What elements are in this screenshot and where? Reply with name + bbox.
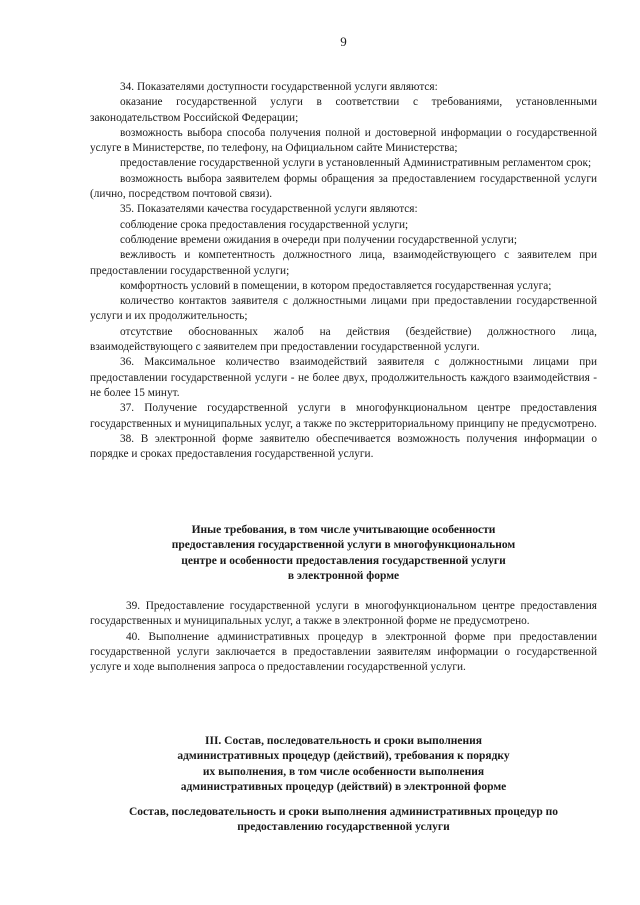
paragraph-35-item-4: комфортность условий в помещении, в котором предоставляется государственная услуга; (120, 279, 552, 292)
heading-line: Состав, последовательность и сроки выполнения административных процедур по (129, 806, 558, 818)
heading-section-3 (90, 734, 597, 796)
paragraph-36: 36. Максимальное количество взаимодействий заявителя с должностными лицами при предоставлении государственной услуги - не более двух, продолжительность каждого взаимодействия - не более 15 минут. (90, 356, 597, 399)
heading-line: Иные требования, в том числе учитывающие особенности (191, 524, 496, 536)
paragraph-34-item-4: возможность выбора заявителем формы обращения за предоставлением государственной услуги (лично, посредством почтовой связи). (90, 172, 597, 201)
heading-line: центре и особенности предоставления государственной услуги (181, 554, 506, 567)
heading-line: III. Состав, последовательность и сроки выполнения (205, 735, 482, 747)
heading-other-requirements (90, 523, 597, 585)
paragraph-34-item-1: оказание государственной услуги в соответствии с требованиями, установленными законодательством Российской Федерации; (90, 96, 597, 124)
paragraph-35-item-5: количество контактов заявителя с должностными лицами при предоставлении государственной услуги и их продолжительность; (90, 295, 597, 323)
paragraph-35-item-3: вежливость и компетентность должностного лица, взаимодействующего с заявителем при предоставлении государственной услуги; (90, 249, 597, 277)
paragraph-34-intro: 34. Показателями доступности государственной услуги являются: (120, 81, 438, 93)
page-number: 9 (340, 34, 347, 49)
heading-line: предоставления государственной услуги в многофункциональном (171, 539, 516, 552)
paragraph-38: 38. В электронной форме заявителю обеспечивается возможность получения информации о порядке и сроках предоставления государственной услуги. (90, 432, 597, 461)
requirements-text-block (90, 80, 597, 462)
paragraph-40: 40. Выполнение административных процедур в электронной форме при предоставлении государственной услуги заключается в предоставлении заявителям информации о государственной услуге и ходе выполнения запроса о предоставлении государственной услуги. (90, 630, 597, 674)
paragraph-37: 37. Получение государственной услуги в многофункциональном центре предоставления государственных и муниципальных услуг, а также по экстерриториальному принципу не предусмотрено. (90, 402, 597, 430)
heading-line: административных процедур (действий) в электронной форме (180, 781, 507, 794)
paragraph-35-item-2: соблюдение времени ожидания в очереди при получении государственной услуги; (120, 233, 517, 246)
paragraph-39: 39. Предоставление государственной услуги в многофункциональном центре предоставления государственных и муниципальных услуг, а также в электронной форме не предусмотрено. (90, 600, 597, 628)
paragraph-35-item-6: отсутствие обоснованных жалоб на действия (бездействие) должностного лица, взаимодействующего с заявителем при предоставлении государственной услуги. (90, 325, 597, 354)
electronic-form-text-block (90, 599, 597, 675)
heading-line: в электронной форме (287, 570, 400, 583)
heading-line: их выполнения, в том числе особенности выполнения (202, 765, 485, 778)
paragraph-35-item-1: соблюдение срока предоставления государственной услуги; (120, 218, 409, 231)
paragraph-34-item-2: возможность выбора способа получения полной и достоверной информации о государственной услуге в Министерстве, по телефону, на Официальном сайте Министерства; (90, 126, 597, 155)
heading-subsection (84, 805, 603, 836)
paragraph-35-intro: 35. Показателями качества государственной услуги являются: (120, 203, 418, 216)
paragraph-34-item-3: предоставление государственной услуги в установленный Административным регламентом срок; (120, 157, 592, 170)
heading-line: предоставлению государственной услуги (237, 821, 450, 834)
heading-line: административных процедур (действий), требования к порядку (177, 750, 510, 763)
